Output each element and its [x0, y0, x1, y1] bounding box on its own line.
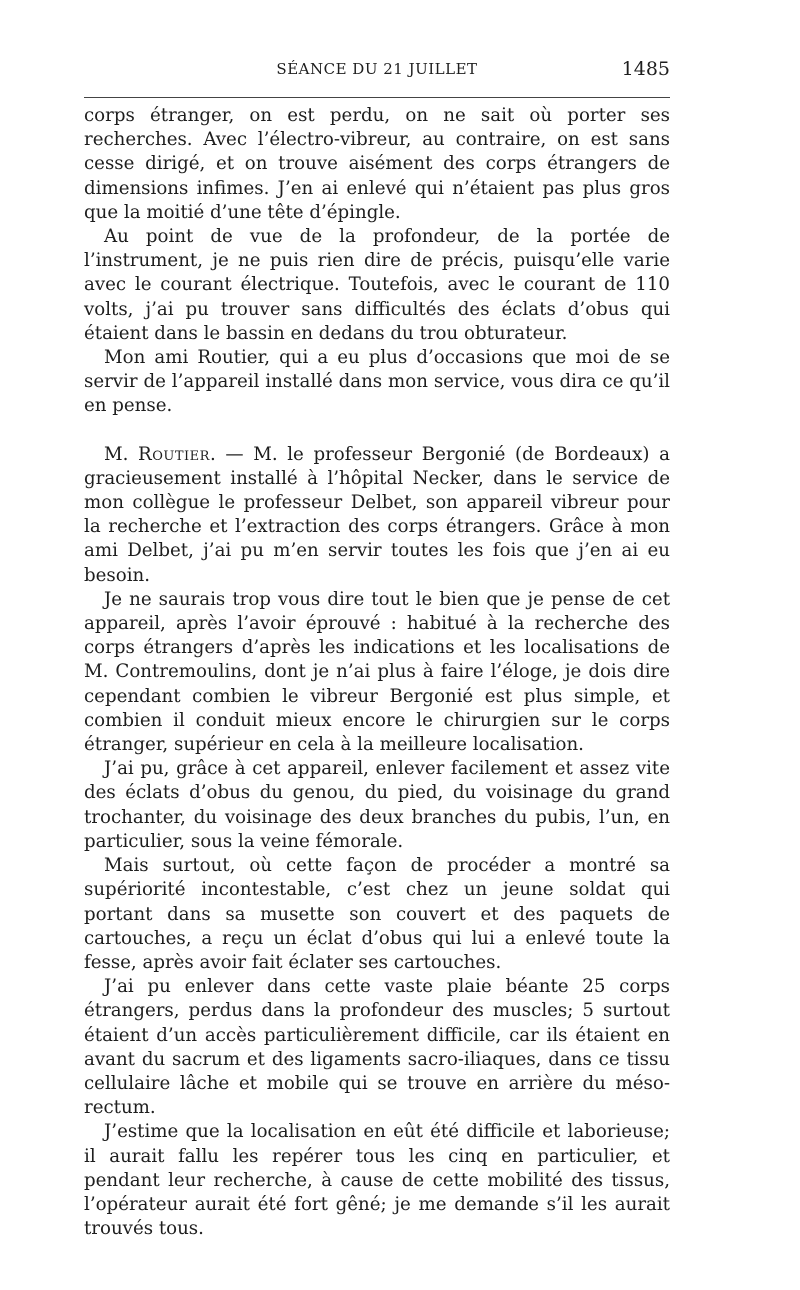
paragraph-5: Je ne saurais trop vous dire tout le bien que je pense de cet appareil, après l’avoir éprouvé : habitué à la recherche des corps étrangers d’après les indications et les localisations de M. Contremoulins, dont je n’ai plus à faire l’éloge, je dois dire cependant combien le vibreur Bergonié est plus simple, et combien il conduit mieux encore le chirurgien sur le corps étranger, supérieur en cela à la meilleure localisation.: [84, 588, 670, 756]
running-title: SÉANCE DU 21 JUILLET: [276, 60, 478, 78]
paragraph-2: Au point de vue de la profondeur, de la portée de l’instrument, je ne puis rien dire de précis, puisqu’elle varie avec le courant électrique. Toutefois, avec le courant de 110 volts, j’ai pu trouver sans difficultés des éclats d’obus qui étaient dans le bassin en dedans du trou obturateur.: [84, 226, 670, 344]
paragraph-8: J’ai pu enlever dans cette vaste plaie béante 25 corps étrangers, perdus dans la profondeur des muscles; 5 surtout étaient d’un accès particulièrement difficile, car ils étaient en avant du sacrum et des ligaments sacro-iliaques, dans ce tissu cellulaire lâche et mobile qui se trouve en arrière du méso-rectum.: [84, 976, 670, 1119]
speaker-text: . — M. le professeur Bergonié (de Bordeaux) a gracieusement installé à l’hôpital Necker, dans le service de mon collègue le professeur Delbet, son appareil vibreur pour la recherche et l’extraction des corps étrangers. Grâce à mon ami Delbet, j’ai pu m’en servir toutes les fois que j’en ai eu besoin.: [84, 443, 671, 586]
speaker-name: Routier: [138, 443, 210, 465]
body-text: [84, 104, 670, 1241]
paragraph-3: Mon ami Routier, qui a eu plus d’occasions que moi de se servir de l’appareil installé dans mon service, vous dira ce qu’il en pense.: [84, 347, 670, 417]
paragraph-4: [84, 443, 670, 588]
paragraph-6: J’ai pu, grâce à cet appareil, enlever facilement et assez vite des éclats d’obus du genou, du pied, du voisinage du grand trochanter, du voisinage des deux branches du pubis, l’un, en particulier, sous la veine fémorale.: [84, 758, 670, 852]
paragraph-1: corps étranger, on est perdu, on ne sait où porter ses recherches. Avec l’électro-vibreur, au contraire, on est sans cesse dirigé, et on trouve aisément des corps étrangers de dimensions infimes. J’en ai enlevé qui n’étaient pas plus gros que la moitié d’une tête d’épingle.: [84, 105, 670, 223]
page-number: 1485: [621, 58, 670, 80]
speaker-prefix: M.: [104, 443, 139, 465]
header-rule: [84, 97, 670, 98]
running-header: [84, 58, 670, 82]
paragraph-7: Mais surtout, où cette façon de procéder a montré sa supériorité incontestable, c’est chez un jeune soldat qui portant dans sa musette son couvert et des paquets de cartouches, a reçu un éclat d’obus qui lui a enlevé toute la fesse, après avoir fait éclater ses cartouches.: [84, 855, 670, 973]
paragraph-9: J’estime que la localisation en eût été difficile et laborieuse; il aurait fallu les repérer tous les cinq en particulier, et pendant leur recherche, à cause de cette mobilité des tissus, l’opérateur aurait été fort gêné; je me demande s’il les aurait trouvés tous.: [84, 1121, 670, 1240]
